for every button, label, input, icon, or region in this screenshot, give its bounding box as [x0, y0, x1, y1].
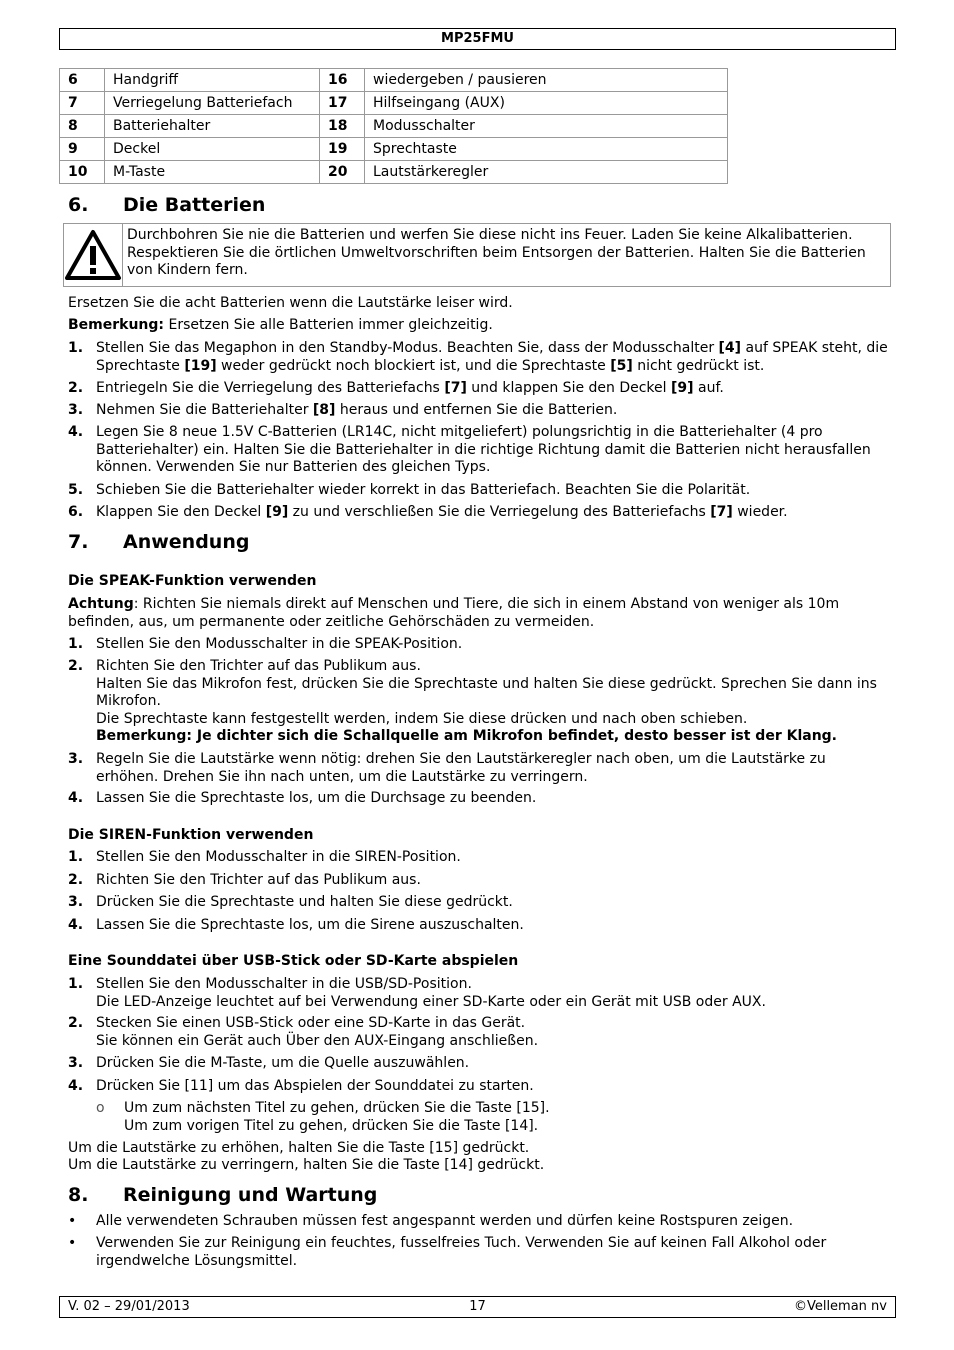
list-item — [68, 380, 890, 398]
part-number: 17 — [320, 92, 365, 115]
page-header-model: MP25FMU — [59, 28, 896, 50]
remark-paragraph — [68, 317, 888, 335]
step-text: Legen Sie 8 neue 1.5V C-Batterien (LR14C, nicht mitgeliefert) polungsrichtig in die Batteriehalter (4 pro Batteriehalter) ein. Halten Sie die Batteriehalter in die richtige Richtung damit die Batterien nicht herausfallen können. Verwenden Sie nur Batterien des gleichen Typs. — [96, 424, 871, 475]
list-item — [68, 636, 890, 654]
step-number: 1. — [68, 976, 84, 992]
step-text: Richten Sie den Trichter auf das Publikum aus. Halten Sie das Mikrofon fest, drücken Sie die Sprechtaste und halten Sie diese gedrückt. Sprechen Sie dann ins Mikrofon. Die Sprechtaste kann festgestellt werden, indem Sie diese drücken und nach oben schieben. Bemerkung: Je dichter sich die Schallquelle am Mikrofon befindet, desto besser ist der Klang. — [96, 658, 877, 744]
step-number: 4. — [68, 917, 84, 933]
step-text: Klappen Sie den Deckel [9] zu und verschließen Sie die Verriegelung des Batteriefachs [7] wieder. — [96, 504, 788, 520]
step-number: 3. — [68, 751, 84, 767]
step-text: Drücken Sie die Sprechtaste und halten Sie diese gedrückt. — [96, 894, 513, 910]
list-item — [68, 340, 890, 375]
bullet-icon: • — [68, 1235, 77, 1251]
bullet-text: Alle verwendeten Schrauben müssen fest angespannt werden und dürfen keine Rostspuren zeigen. — [96, 1213, 794, 1229]
part-name: Verriegelung Batteriefach — [105, 92, 320, 115]
step-number: 2. — [68, 1015, 84, 1031]
section-title: Reinigung und Wartung — [123, 1184, 378, 1206]
step-text: Lassen Sie die Sprechtaste los, um die Sirene auszuschalten. — [96, 917, 524, 933]
part-number: 20 — [320, 161, 365, 184]
step-text: Stellen Sie den Modusschalter in die SIREN-Position. — [96, 849, 461, 865]
bullet-icon: • — [68, 1213, 77, 1229]
step-number: 3. — [68, 1055, 84, 1071]
step-number: 1. — [68, 340, 84, 356]
step-number: 1. — [68, 636, 84, 652]
step-number: 4. — [68, 424, 84, 440]
paragraph: Um die Lautstärke zu verringern, halten Sie die Taste [14] gedrückt. — [68, 1157, 545, 1173]
part-name: Batteriehalter — [105, 115, 320, 138]
version-date: V. 02 – 29/01/2013 — [68, 1299, 190, 1314]
part-number: 10 — [60, 161, 105, 184]
section-number: 8. — [68, 1184, 89, 1206]
list-item — [68, 504, 890, 522]
step-number: 6. — [68, 504, 84, 520]
part-number: 19 — [320, 138, 365, 161]
step-number: 2. — [68, 380, 84, 396]
table-row — [60, 161, 728, 184]
part-name: Hilfseingang (AUX) — [365, 92, 728, 115]
sub-list-item — [96, 1100, 886, 1135]
step-text: Richten Sie den Trichter auf das Publikum aus. — [96, 872, 421, 888]
step-number: 2. — [68, 872, 84, 888]
subsection-heading: Die SPEAK-Funktion verwenden — [68, 573, 317, 589]
warning-box — [63, 223, 891, 287]
list-item — [68, 872, 890, 890]
section-6-heading — [68, 194, 265, 216]
warning-triangle-icon — [64, 229, 122, 281]
step-number: 3. — [68, 894, 84, 910]
step-text: Stellen Sie das Megaphon in den Standby-Modus. Beachten Sie, dass der Modusschalter [4] auf SPEAK steht, die Sprechtaste [19] weder gedrückt noch blockiert ist, und die Sprechtaste [5] nicht gedrückt ist. — [96, 340, 888, 374]
list-item — [68, 658, 890, 746]
section-number: 6. — [68, 194, 89, 216]
section-title: Die Batterien — [123, 194, 266, 216]
part-name: Lautstärkeregler — [365, 161, 728, 184]
step-text: Nehmen Sie die Batteriehalter [8] heraus und entfernen Sie die Batterien. — [96, 402, 618, 418]
section-number: 7. — [68, 531, 89, 553]
part-number: 6 — [60, 69, 105, 92]
part-name: Deckel — [105, 138, 320, 161]
part-name: M-Taste — [105, 161, 320, 184]
section-7-heading — [68, 531, 249, 553]
step-number: 2. — [68, 658, 84, 674]
part-number: 8 — [60, 115, 105, 138]
step-text: Stellen Sie den Modusschalter in die SPEAK-Position. — [96, 636, 463, 652]
part-number: 7 — [60, 92, 105, 115]
step-text: Drücken Sie die M-Taste, um die Quelle auszuwählen. — [96, 1055, 470, 1071]
section-title: Anwendung — [123, 531, 250, 553]
part-number: 9 — [60, 138, 105, 161]
subsection-heading: Eine Sounddatei über USB-Stick oder SD-Karte abspielen — [68, 953, 519, 969]
remark-text: Ersetzen Sie alle Batterien immer gleichzeitig. — [164, 317, 493, 333]
list-item — [68, 482, 890, 500]
paragraph: Um die Lautstärke zu erhöhen, halten Sie die Taste [15] gedrückt. — [68, 1140, 530, 1156]
list-item — [68, 424, 890, 477]
bullet-text: Verwenden Sie zur Reinigung ein feuchtes, fusselfreies Tuch. Verwenden Sie auf keinen Fall Alkohol oder irgendwelche Lösungsmittel. — [96, 1235, 827, 1269]
list-item — [68, 790, 890, 808]
step-number: 4. — [68, 790, 84, 806]
step-number: 5. — [68, 482, 84, 498]
part-number: 16 — [320, 69, 365, 92]
paragraph: Ersetzen Sie die acht Batterien wenn die Lautstärke leiser wird. — [68, 295, 513, 311]
caution-paragraph — [68, 596, 888, 631]
step-text: Stellen Sie den Modusschalter in die USB/SD-Position. Die LED-Anzeige leuchtet auf bei Verwendung einer SD-Karte oder ein Gerät mit USB oder AUX. — [96, 976, 766, 1010]
part-name: Modusschalter — [365, 115, 728, 138]
page-footer — [59, 1296, 896, 1318]
page-number: 17 — [469, 1299, 486, 1314]
step-text: Lassen Sie die Sprechtaste los, um die Durchsage zu beenden. — [96, 790, 537, 806]
part-number: 18 — [320, 115, 365, 138]
table-row — [60, 92, 728, 115]
list-item — [68, 917, 890, 935]
step-number: 1. — [68, 849, 84, 865]
parts-table — [59, 68, 728, 184]
caution-label: Achtung — [68, 596, 134, 612]
step-number: 3. — [68, 402, 84, 418]
list-item — [68, 751, 890, 786]
list-item — [68, 849, 890, 867]
part-name: wiedergeben / pausieren — [365, 69, 728, 92]
list-item — [68, 1235, 890, 1270]
copyright: ©Velleman nv — [793, 1299, 887, 1314]
part-name: Handgriff — [105, 69, 320, 92]
step-text: Stecken Sie einen USB-Stick oder eine SD-Karte in das Gerät. Sie können ein Gerät auch Über den AUX-Eingang anschließen. — [96, 1015, 539, 1049]
list-item — [68, 402, 890, 420]
caution-text: : Richten Sie niemals direkt auf Menschen und Tiere, die sich in einem Abstand von weniger als 10m befinden, aus, um permanente oder zeitliche Gehörschäden zu vermeiden. — [68, 596, 840, 630]
warning-text: Durchbohren Sie nie die Batterien und werfen Sie diese nicht ins Feuer. Laden Sie keine Alkalibatterien. Respektieren Sie die örtlichen Umweltvorschriften beim Entsorgen der Batterien. Halten Sie die Batterien von Kindern fern. — [127, 227, 866, 278]
remark-label: Bemerkung: — [68, 317, 165, 333]
list-item — [68, 976, 890, 1011]
list-item — [68, 1213, 890, 1231]
step-text: Regeln Sie die Lautstärke wenn nötig: drehen Sie den Lautstärkeregler nach oben, um die Lautstärke zu erhöhen. Drehen Sie ihn nach unten, um die Lautstärke zu verringern. — [96, 751, 826, 785]
step-text: Entriegeln Sie die Verriegelung des Batteriefachs [7] und klappen Sie den Deckel [9] auf. — [96, 380, 724, 396]
table-row — [60, 69, 728, 92]
table-row — [60, 115, 728, 138]
section-8-heading — [68, 1184, 377, 1206]
subsection-heading: Die SIREN-Funktion verwenden — [68, 827, 314, 843]
table-row — [60, 138, 728, 161]
step-text: Schieben Sie die Batteriehalter wieder korrekt in das Batteriefach. Beachten Sie die Polarität. — [96, 482, 751, 498]
part-name: Sprechtaste — [365, 138, 728, 161]
circle-bullet-icon: o — [96, 1100, 105, 1116]
list-item — [68, 1055, 890, 1073]
warning-icon-cell — [64, 224, 123, 286]
list-item — [68, 894, 890, 912]
list-item — [68, 1015, 890, 1050]
step-text: Drücken Sie [11] um das Abspielen der Sounddatei zu starten. — [96, 1078, 534, 1094]
list-item — [68, 1078, 890, 1096]
step-number: 4. — [68, 1078, 84, 1094]
step-text: Um zum nächsten Titel zu gehen, drücken Sie die Taste [15]. Um zum vorigen Titel zu gehen, drücken Sie die Taste [14]. — [124, 1100, 550, 1134]
